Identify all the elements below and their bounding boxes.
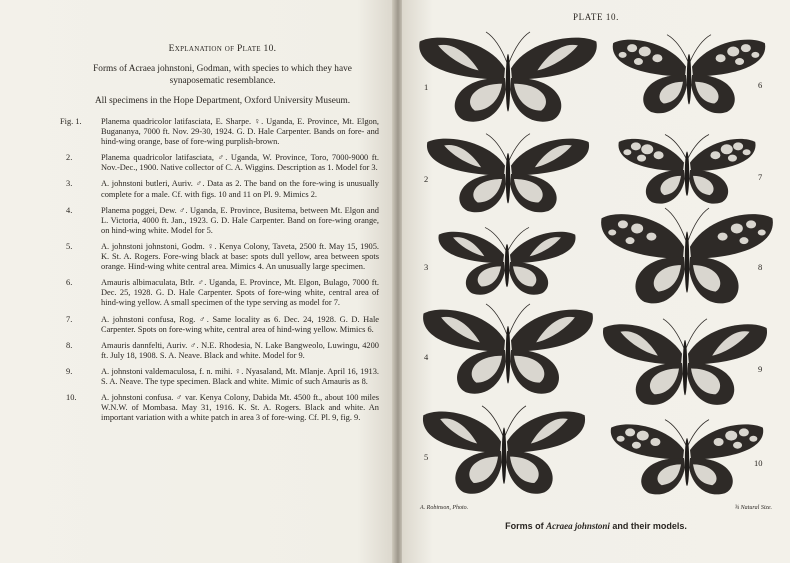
specimen-number-4: 4 [424, 352, 429, 362]
figure-entry [66, 179, 379, 199]
figure-number: 6. [66, 278, 73, 288]
figure-description: Planema poggei, Dew. ♂. Uganda, E. Province, Busitema, between Mt. Elgon and L. Victoria, 4000 ft. Jan., 1923. G. D. Hale Carpenter. Band on fore-wing orange, on hind-wing white. Model for 5. [101, 205, 379, 235]
butterfly-specimen-7 [616, 133, 758, 207]
figure-number: 3. [66, 179, 73, 189]
butterfly-specimen-4 [420, 302, 596, 398]
figure-description: A. johnstoni confusa, Rog. ♂. Same locality as 6. Dec. 24, 1928. G. D. Hale Carpenter. Spots on fore-wing white, central area of hind-wing yellow. Mimics 6. [101, 314, 379, 334]
butterfly-specimen-2 [424, 132, 592, 216]
specimen-number-2: 2 [424, 174, 429, 184]
scale-note: ¾ Natural Size. [734, 505, 772, 511]
figure-entry [66, 341, 379, 361]
figure-description: A. johnstoni confusa. ♂ var. Kenya Colony, Dabida Mt. 4500 ft., about 100 miles W.N.W. of Mombasa. May 31, 1916. K. St. A. Rogers. Black and white. An important variation with a white patch in area 3 of fore-wing. Cf. Pl. 9, fig. 9. [101, 393, 379, 423]
caption-prefix: Forms of [505, 521, 544, 531]
figure-number: 9. [66, 366, 73, 376]
intro-text [66, 64, 379, 87]
figure-description: Amauris dannfelti, Auriv. ♂. N.E. Rhodesia, N. Lake Bangweolo, Luwingu, 4200 ft. July 18, 1908. S. A. Neave. Black and white. Model for 9. [101, 340, 379, 360]
figure-number: Fig. 1. [60, 117, 82, 126]
figure-entry [66, 367, 379, 387]
butterfly-specimen-8 [598, 206, 776, 308]
figure-description: A. johnstoni valdemaculosa, f. n. mihi. ♀. Nyasaland, Mt. Mlanje. April 16, 1913. S. A. Neave. The type specimen. Black and white. Mimic of such Amauris as 8. [101, 366, 379, 386]
caption-species: Acraea johnstoni [546, 521, 610, 531]
explanation-heading: Explanation of Plate 10. [168, 44, 277, 54]
figure-description: Planema quadricolor latifasciata, ♂. Uganda, W. Province, Toro, 7000-9000 ft. Nov.-Dec., 1900. Native collector of C. A. Wiggins. Description as 1. Model for 3. [101, 153, 379, 173]
specimen-number-5: 5 [424, 452, 429, 462]
museum-note: All specimens in the Hope Department, Oxford University Museum. [94, 96, 351, 106]
figure-entries [60, 117, 379, 423]
photo-credit: A. Robinson, Photo. [420, 505, 469, 511]
specimen-number-9: 9 [758, 364, 763, 374]
specimen-number-10: 10 [754, 458, 763, 468]
intro-line-2: synaposematic resemblance. [169, 75, 276, 86]
butterfly-specimen-5 [420, 404, 588, 498]
intro-line-1: Forms of Acraea johnstoni, Godman, with species to which they have [93, 64, 352, 74]
specimen-number-6: 6 [758, 80, 763, 90]
caption-suffix: and their models. [612, 521, 687, 531]
figure-description: A. johnstoni johnstoni, Godm. ♀. Kenya Colony, Taveta, 2500 ft. May 15, 1905. K. St. A. Rogers. Fore-wing black at base: spots dull yellow, area between spots orange. Hind-wing white central area. Mimics 4. An unusually large specimen. [101, 241, 379, 272]
figure-entry [66, 206, 379, 236]
butterfly-specimen-3 [436, 226, 578, 298]
figure-entry [66, 315, 379, 335]
specimen-number-7: 7 [758, 172, 763, 182]
figure-number: 5. [66, 241, 73, 251]
butterfly-specimen-9 [600, 317, 770, 409]
figure-number: 7. [66, 314, 73, 324]
figure-entry [60, 117, 379, 147]
figure-description: A. johnstoni butleri, Auriv. ♂. Data as 2. The band on the fore-wing is unusually complete for a male. Cf. with figs. 10 and 11 on Pl. 9. Mimics 2. [101, 179, 379, 199]
figure-number: 2. [66, 153, 73, 163]
right-page [402, 0, 790, 563]
butterfly-specimen-6 [610, 33, 768, 117]
figure-entry [66, 242, 379, 272]
plate-title: PLATE 10. [573, 12, 619, 22]
figure-number: 4. [66, 205, 73, 215]
figure-number: 8. [66, 340, 73, 350]
figure-entry [66, 153, 379, 173]
butterfly-specimen-10 [608, 418, 766, 498]
specimen-number-3: 3 [424, 262, 429, 272]
figure-description: Planema quadricolor latifasciata, E. Sharpe. ♀. Uganda, E. Province, Mt. Elgon, Bugananya, 7000 ft. Nov. 29-30, 1924. G. D. Hale Carpenter. Bands on fore- and hind-wing orange, base of fore-wing purplish-brown. [101, 117, 379, 147]
figure-entry [66, 278, 379, 308]
butterfly-specimen-1 [416, 30, 600, 126]
figure-number: 10. [66, 393, 77, 403]
figure-description: Amauris albimaculata, Btlr. ♂. Uganda, E. Province, Mt. Elgon, Bulago, 7000 ft. Dec. 25, 1928. G. D. Hale Carpenter. Spots of fore-wing white, central area of hind-wing yellow. A small specimen of the type serving as model for 7. [101, 278, 379, 308]
specimen-number-8: 8 [758, 262, 763, 272]
figure-entry [66, 393, 379, 423]
specimen-number-1: 1 [424, 82, 429, 92]
plate-caption [402, 521, 790, 531]
